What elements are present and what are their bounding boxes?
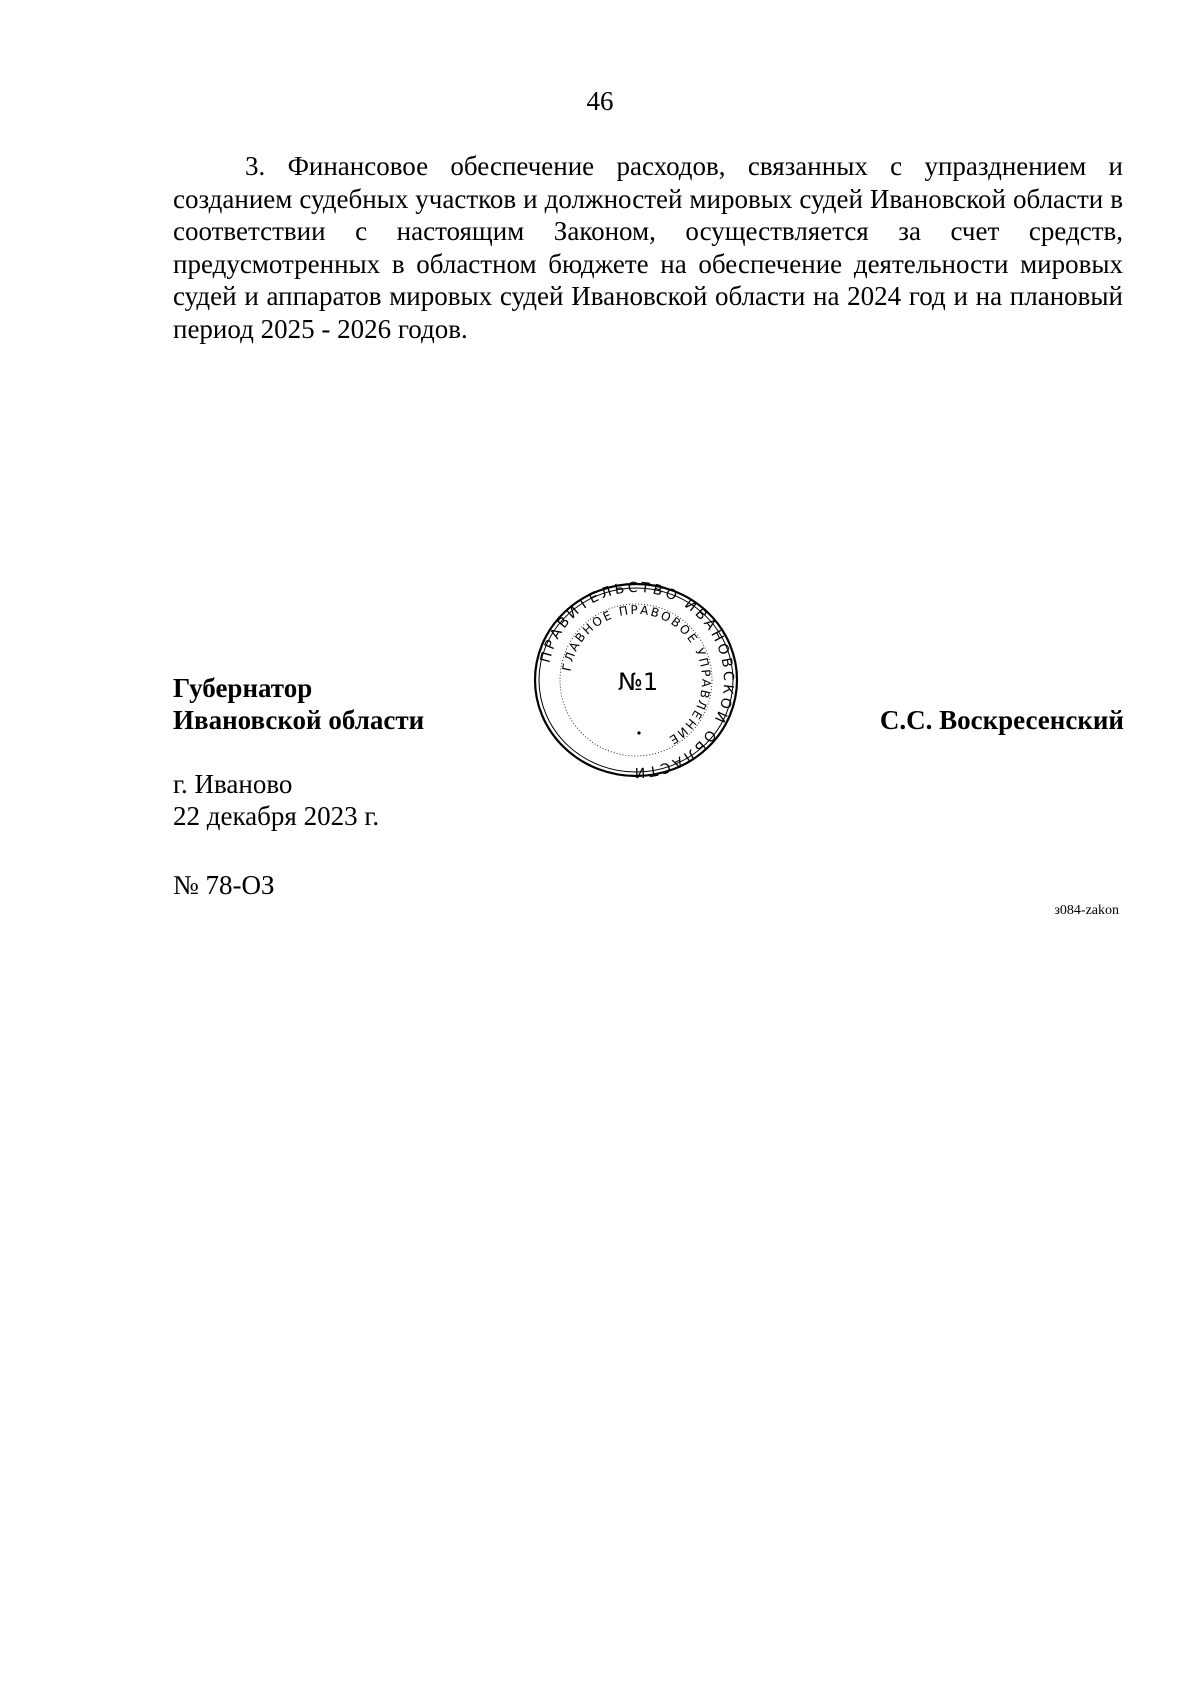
signature-title-line1: Губернатор	[173, 673, 313, 703]
official-seal	[531, 580, 741, 780]
signature-title	[173, 672, 424, 736]
seal-outer-textpath: ПРАВИТЕЛЬСТВО ИВАНОВСКОЙ ОБЛАСТИ	[537, 580, 737, 780]
signature-name: С.С. Воскресенский	[879, 705, 1124, 735]
place-date-block	[173, 768, 379, 832]
date: 22 декабря 2023 г.	[173, 801, 380, 831]
seal-center-text: №1	[617, 668, 659, 696]
page-number: 46	[586, 86, 614, 116]
seal-inner-textpath: ГЛАВНОЕ ПРАВОВОЕ УПРАВЛЕНИЕ	[559, 602, 714, 748]
document-code: з084-zakon	[1054, 903, 1119, 918]
signature-title-line2: Ивановской области	[173, 705, 425, 735]
law-number: № 78-ОЗ	[173, 870, 275, 900]
body-paragraph: 3. Финансовое обеспечение расходов, связанных с упразднением и созданием судебных участков и должностей мировых судей Ивановской области в соответствии с настоящим Законом, осуществляется за счет средств, предусмотренных в областном бюджете на обеспечение деятельности мировых судей и аппаратов мировых судей Ивановской области на 2024 год и на плановый период 2025 - 2026 годов.	[173, 151, 1123, 344]
place: г. Иваново	[173, 769, 293, 799]
seal-dot	[637, 731, 640, 734]
